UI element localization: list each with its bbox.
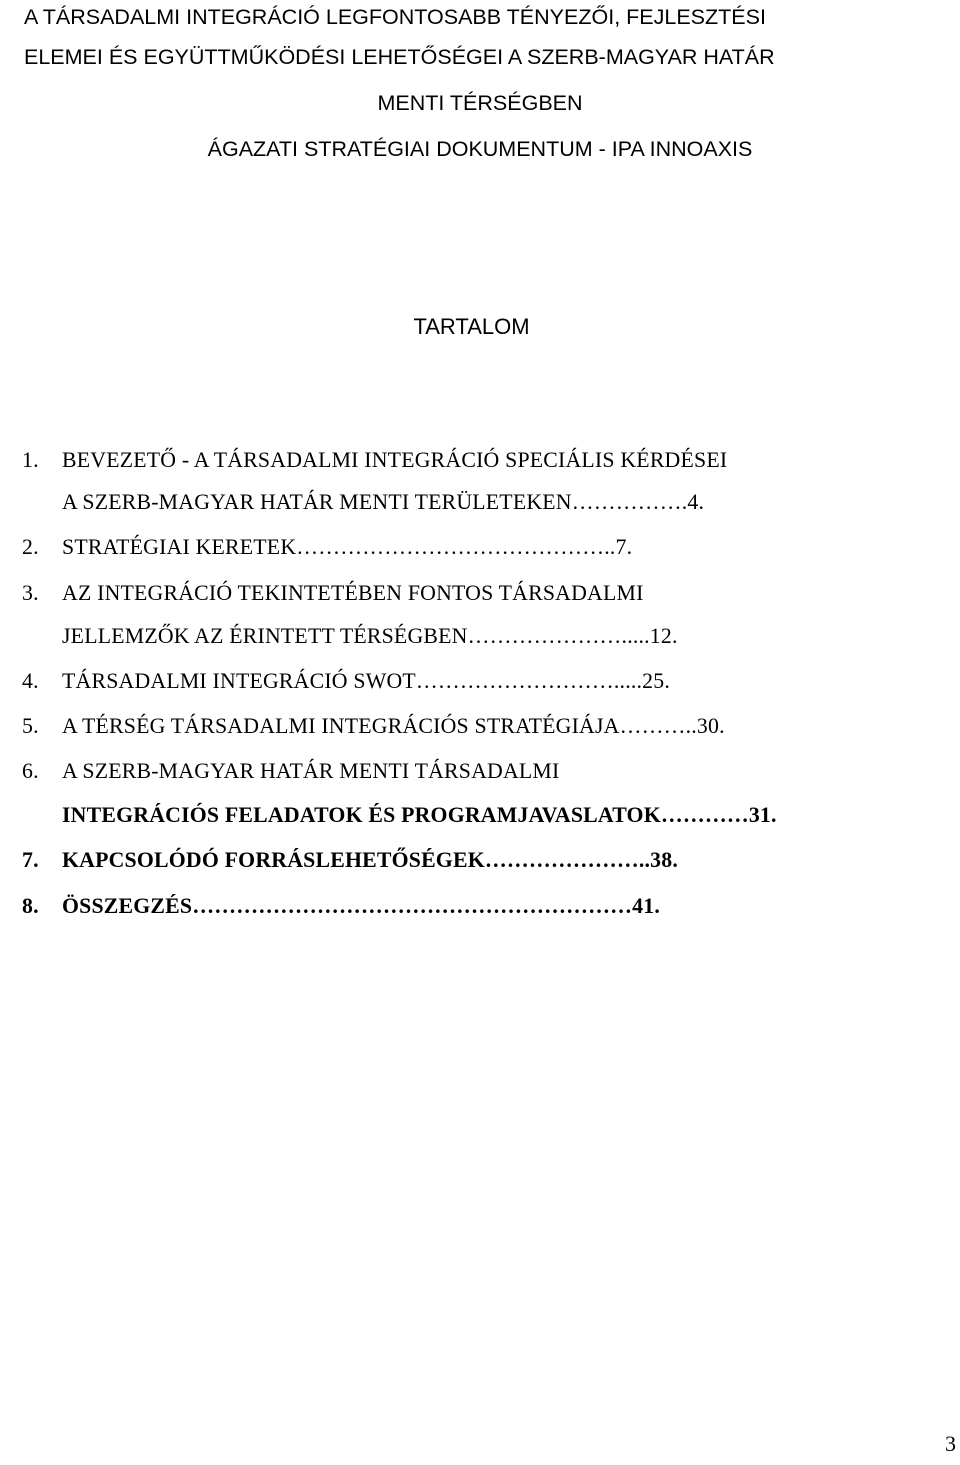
toc-entry-number: 2. xyxy=(22,535,39,559)
toc-entry-text: AZ INTEGRÁCIÓ TEKINTETÉBEN FONTOS TÁRSADALMI xyxy=(62,581,644,605)
header-title-line-2: ELEMEI ÉS EGYÜTTMŰKÖDÉSI LEHETŐSÉGEI A SZERB-MAGYAR HATÁR xyxy=(24,45,775,69)
toc-entry-text: STRATÉGIAI KERETEK……………………………………..7. xyxy=(62,535,633,559)
header-subtitle: ÁGAZATI STRATÉGIAI DOKUMENTUM - IPA INNOAXIS xyxy=(207,137,753,161)
toc-entry-number: 6. xyxy=(22,759,39,783)
toc-entry-text: KAPCSOLÓDÓ FORRÁSLEHETŐSÉGEK…………………..38. xyxy=(62,848,678,872)
toc-entry-text: A SZERB-MAGYAR HATÁR MENTI TÁRSADALMI xyxy=(62,759,560,783)
toc-entry-text: ÖSSZEGZÉS……………………………………………………41. xyxy=(62,894,661,918)
header-title-line-1: A TÁRSADALMI INTEGRÁCIÓ LEGFONTOSABB TÉNYEZŐI, FEJLESZTÉSI xyxy=(24,5,766,29)
toc-entry-text: JELLEMZŐK AZ ÉRINTETT TÉRSÉGBEN………………….....12. xyxy=(62,624,678,648)
toc-entry-number: 1. xyxy=(22,448,39,472)
toc-entry-text: A TÉRSÉG TÁRSADALMI INTEGRÁCIÓS STRATÉGIÁJA………..30. xyxy=(62,714,725,738)
toc-entry-number: 3. xyxy=(22,581,39,605)
toc-title: TARTALOM xyxy=(413,314,530,339)
toc-entry-number: 5. xyxy=(22,714,39,738)
toc-entry-text: INTEGRÁCIÓS FELADATOK ÉS PROGRAMJAVASLATOK…………31. xyxy=(62,803,777,827)
page-number: 3 xyxy=(945,1431,956,1456)
toc-entry-text: TÁRSADALMI INTEGRÁCIÓ SWOT……………………….....25. xyxy=(62,669,670,693)
header-title-line-3: MENTI TÉRSÉGBEN xyxy=(377,91,583,115)
toc-entry-number: 8. xyxy=(22,894,39,918)
toc-entry-number: 7. xyxy=(22,848,39,872)
toc-entry-text: BEVEZETŐ - A TÁRSADALMI INTEGRÁCIÓ SPECIÁLIS KÉRDÉSEI xyxy=(62,448,728,472)
toc-entry-text: A SZERB-MAGYAR HATÁR MENTI TERÜLETEKEN…………….4. xyxy=(62,490,705,514)
toc-entry-number: 4. xyxy=(22,669,39,693)
